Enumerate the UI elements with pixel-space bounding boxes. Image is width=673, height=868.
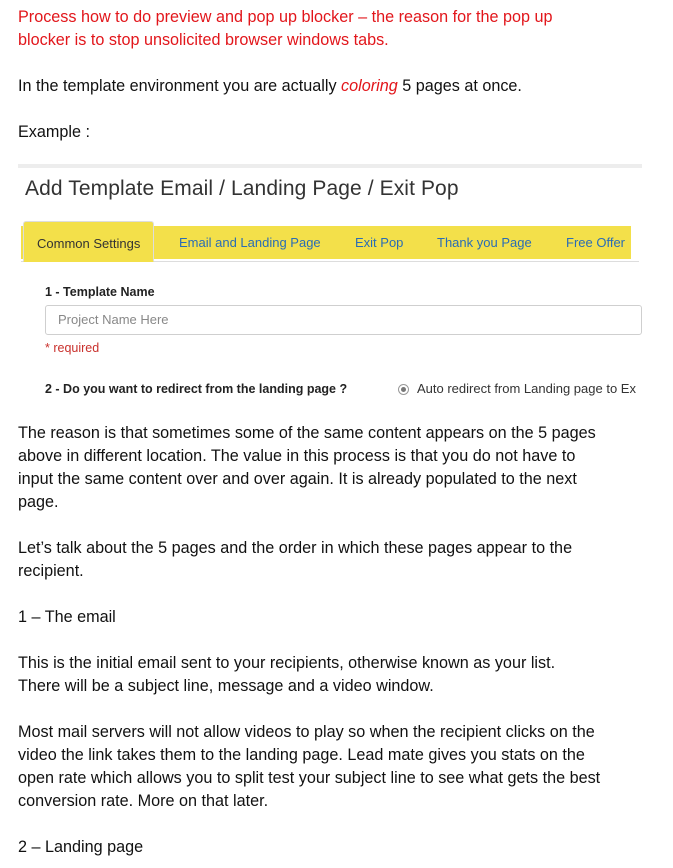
required-note: * required [45,341,100,355]
example-label: Example : [18,123,90,141]
servers-line: Most mail servers will not allow videos to play so when the recipient clicks on the [18,723,595,741]
tab-bar [21,221,639,262]
coloring-emphasis: coloring [341,77,398,95]
reason-line: page. [18,493,59,511]
document-body [18,422,658,859]
intro-title-line-1: Process how to do preview and pop up blocker – the reason for the pop up [18,8,553,26]
servers-line: open rate which allows you to split test your subject line to see what gets the best [18,769,601,787]
template-name-input[interactable]: Project Name Here [45,305,642,335]
email-line: This is the initial email sent to your recipients, otherwise known as your list. [18,654,556,672]
servers-line: conversion rate. More on that later. [18,792,269,810]
tab-exit-pop[interactable]: Exit Pop [355,235,404,250]
tab-thank-you-page[interactable]: Thank you Page [437,235,532,250]
template-name-label: 1 - Template Name [45,285,155,299]
auto-redirect-radio[interactable] [398,384,409,395]
tab-free-offer[interactable]: Free Offer [566,235,626,250]
template-screenshot [18,164,642,404]
intro-title-line-2: blocker is to stop unsolicited browser windows tabs. [18,31,389,49]
reason-line: input the same content over and over again. It is already populated to the next [18,470,577,488]
email-line: There will be a subject line, message and a video window. [18,677,434,695]
redirect-question-label: 2 - Do you want to redirect from the landing page ? [45,382,348,396]
reason-line: above in different location. The value in this process is that you do not have to [18,447,576,465]
heading-landing-page: 2 – Landing page [18,838,144,856]
screenshot-title: Add Template Email / Landing Page / Exit Pop [25,177,459,200]
heading-email: 1 – The email [18,608,116,626]
coloring-sentence: In the template environment you are actually coloring 5 pages at once. [18,77,522,95]
tab-email-landing-page[interactable]: Email and Landing Page [179,235,321,250]
tab-common-settings[interactable]: Common Settings [23,221,154,262]
servers-line: video the link takes them to the landing page. Lead mate gives you stats on the [18,746,585,764]
reason-line: The reason is that sometimes some of the same content appears on the 5 pages [18,424,596,442]
auto-redirect-label: Auto redirect from Landing page to Ex [417,381,636,396]
order-line: Let’s talk about the 5 pages and the order in which these pages appear to the [18,539,573,557]
order-line: recipient. [18,562,84,580]
document-top [18,6,658,144]
